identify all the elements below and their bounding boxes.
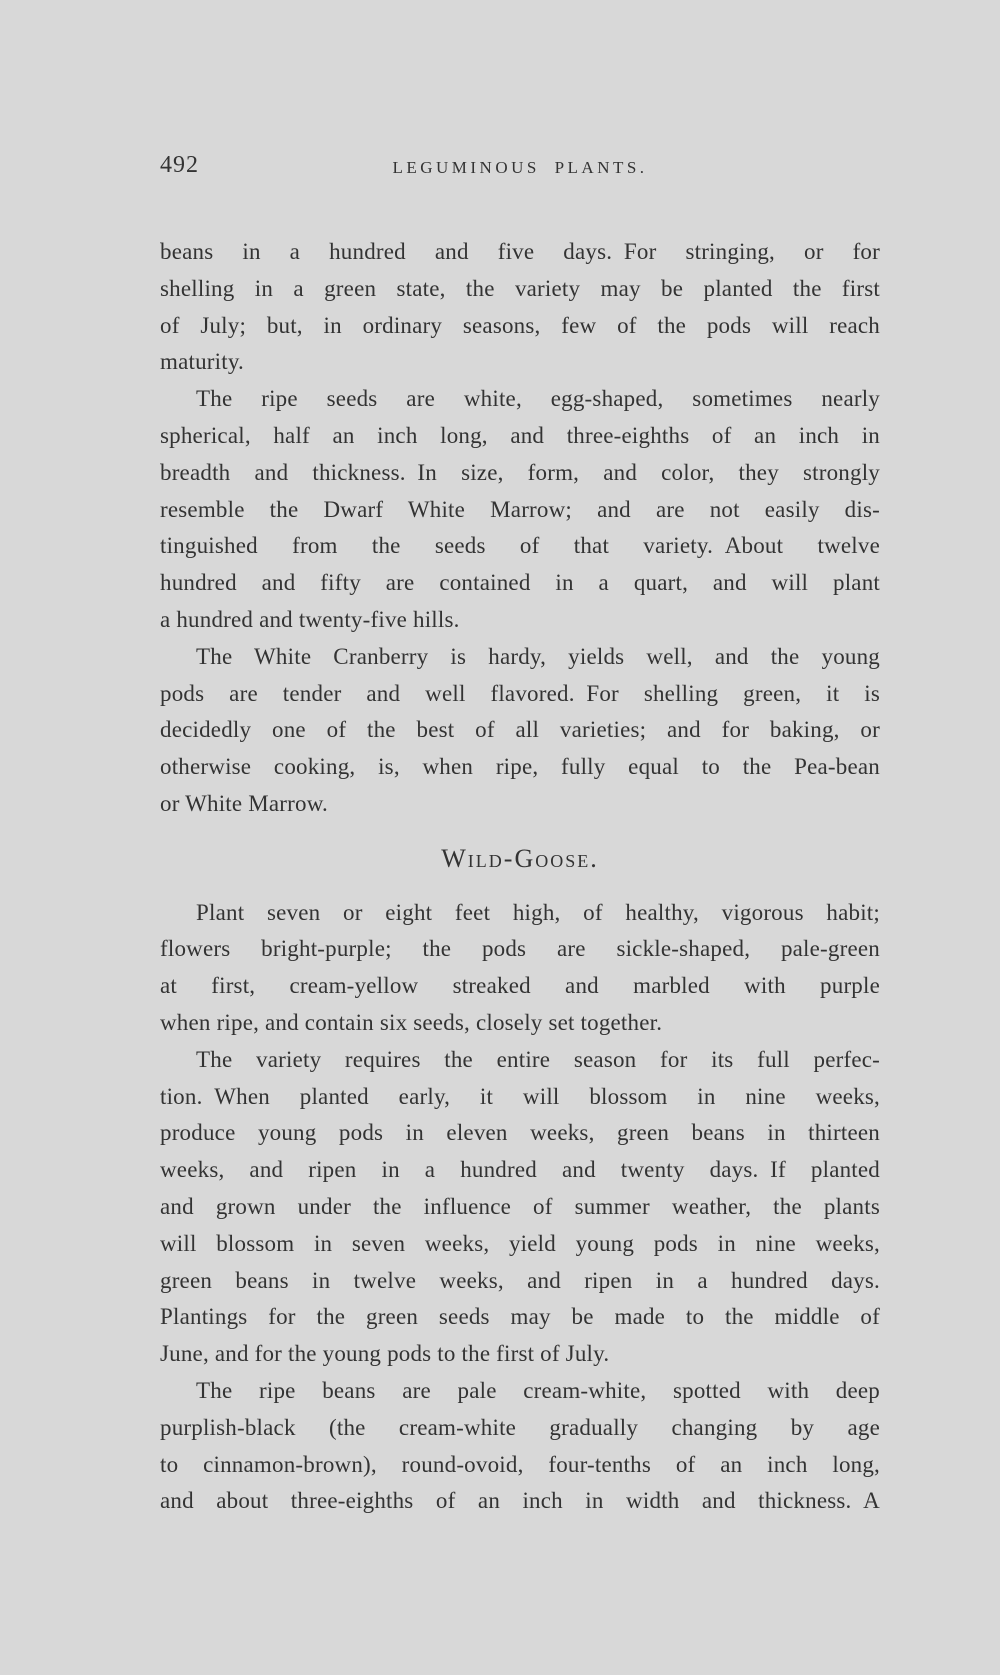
text-line: green beans in twelve weeks, and ripen in a hundred days. [160,1267,880,1293]
running-header [160,150,880,190]
text-line: decidedly one of the best of all varieties; and for baking, or [160,717,880,743]
text-line: tinguished from the seeds of that variety. About twelve [160,533,880,559]
text-line: The ripe seeds are white, egg-shaped, sometimes nearly [196,386,880,412]
text-line: pods are tender and well flavored. For shelling green, it is [160,680,880,706]
text-line: produce young pods in eleven weeks, green beans in thirteen [160,1120,880,1146]
running-title: LEGUMINOUS PLANTS. [392,158,648,177]
text-line: when ripe, and contain six seeds, closely set together. [160,1009,663,1035]
text-line: tion. When planted early, it will blossom in nine weeks, [160,1083,880,1109]
text-line: June, and for the young pods to the first of July. [160,1341,610,1367]
text-line: The ripe beans are pale cream-white, spotted with deep [196,1377,880,1403]
text-line: and grown under the influence of summer weather, the plants [160,1193,880,1219]
text-line: shelling in a green state, the variety may be planted the first [160,275,880,301]
text-line: flowers bright-purple; the pods are sickle-shaped, pale-green [160,936,880,962]
text-line: at first, cream-yellow streaked and marbled with purple [160,973,880,999]
text-line: beans in a hundred and five days. For stringing, or for [160,239,880,264]
text-line: or White Marrow. [160,790,328,816]
text-line: and about three-eighths of an inch in width and thickness. A [160,1488,880,1514]
text-block [160,234,880,1520]
text-line: to cinnamon-brown), round-ovoid, four-tenths of an inch long, [160,1451,880,1477]
text-line: otherwise cooking, is, when ripe, fully equal to the Pea-bean [160,754,880,780]
text-line: Plant seven or eight feet high, of healthy, vigorous habit; [196,899,880,925]
text-line: The White Cranberry is hardy, yields well, and the young [196,643,880,669]
text-line: of July; but, in ordinary seasons, few of the pods will reach [160,312,880,338]
text-line: Plantings for the green seeds may be made to the middle of [160,1304,880,1330]
section-heading: Wild-Goose. [441,843,599,873]
text-line: The variety requires the entire season for its full perfec- [196,1046,880,1072]
text-line: will blossom in seven weeks, yield young pods in nine weeks, [160,1230,880,1256]
text-line: resemble the Dwarf White Marrow; and are not easily dis- [160,496,880,522]
text-line: purplish-black (the cream-white gradually changing by age [160,1414,880,1440]
text-line: maturity. [160,349,244,375]
page-number: 492 [160,152,199,178]
text-line: weeks, and ripen in a hundred and twenty days. If planted [160,1157,880,1183]
text-line: hundred and fifty are contained in a quart, and will plant [160,570,880,596]
text-line: spherical, half an inch long, and three-eighths of an inch in [160,422,880,448]
text-line: a hundred and twenty-five hills. [160,606,460,632]
text-line: breadth and thickness. In size, form, and color, they strongly [160,459,880,485]
